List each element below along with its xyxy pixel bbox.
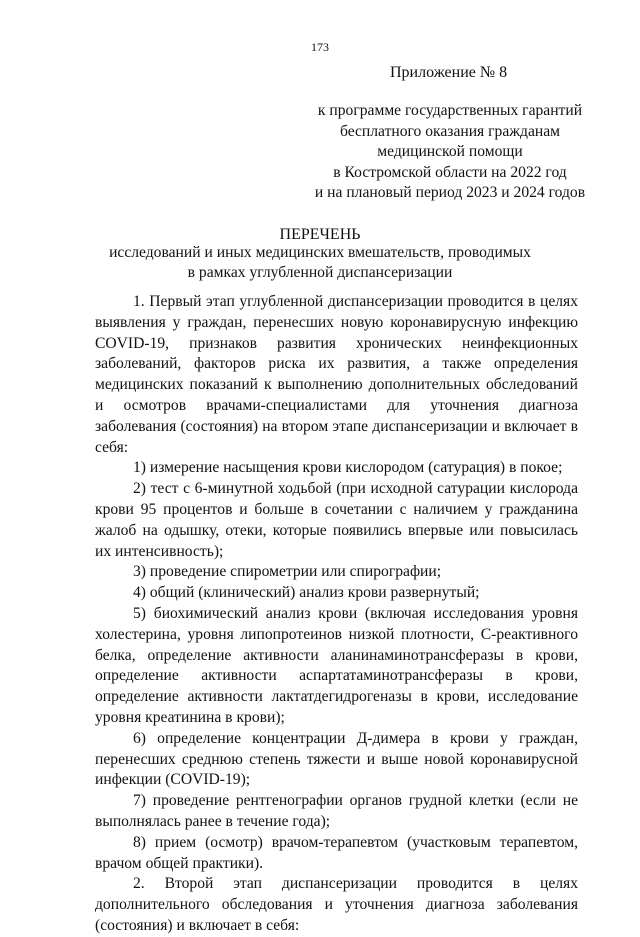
body-paragraph: 1) измерение насыщения крови кислородом (сатурация) в покое; [133, 459, 563, 477]
body-paragraph: 7) проведение рентгенографии органов грудной клетки (если не выполнялась ранее в течение года); [95, 792, 578, 830]
header-line: медицинской помощи [377, 143, 523, 161]
body-paragraph: 3) проведение спирометрии или спирографии; [133, 563, 442, 581]
header-line: в Костромской области на 2022 год [333, 163, 567, 181]
page-number: 173 [311, 40, 329, 54]
list-title: ПЕРЕЧЕНЬ [279, 226, 361, 243]
body-paragraph: 5) биохимический анализ крови (включая исследования уровня холестерина, уровня липопротеинов низкой плотности, С-реактивного белка, определение активности аланинаминотрансферазы в крови, определение активности аспартатаминотрансферазы в крови, определение активности лактатдегидрогеназы в крови, исследование уровня креатинина в крови); [95, 604, 578, 726]
subtitle-line: исследований и иных медицинских вмешательств, проводимых [109, 244, 531, 261]
appendix-title: Приложение № 8 [390, 64, 508, 81]
header-line: бесплатного оказания гражданам [339, 122, 561, 140]
body-paragraph: 6) определение концентрации Д-димера в крови у граждан, перенесших среднюю степень тяжести и выше новой коронавирусной инфекции (COVID-19); [95, 729, 578, 789]
body-paragraph: 2) тест с 6-минутной ходьбой (при исходной сатурации кислорода крови 95 процентов и больше в сочетании с наличием у гражданина жалоб на одышку, отеки, которые появились впервые или повысилась их интенсивность); [95, 480, 578, 560]
header-line: к программе государственных гарантий [317, 102, 583, 119]
program-reference-block [270, 101, 630, 204]
header-line: и на плановый период 2023 и 2024 годов [314, 184, 586, 202]
body-paragraph: 2. Второй этап диспансеризации проводится в целях дополнительного обследования и уточнения диагноза заболевания (состояния) и включает в себя: [95, 875, 578, 934]
body-paragraph: 1. Первый этап углубленной диспансеризации проводится в целях выявления у граждан, перенесших новую коронавирусную инфекцию COVID-19, признаков развития хронических неинфекционных заболеваний, факторов риска их развития, а также определения медицинских показаний к выполнению дополнительных обследований и осмотров врачами-специалистами для уточнения диагноза заболевания (состояния) на втором этапе диспансеризации и включает в себя: [95, 293, 578, 456]
subtitle-line: в рамках углубленной диспансеризации [187, 264, 453, 281]
list-subtitle [0, 243, 640, 283]
body-paragraph: 8) прием (осмотр) врачом-терапевтом (участковым терапевтом, врачом общей практики). [95, 833, 578, 872]
body-text [95, 292, 578, 937]
body-paragraph: 4) общий (клинический) анализ крови развернутый; [133, 584, 480, 602]
